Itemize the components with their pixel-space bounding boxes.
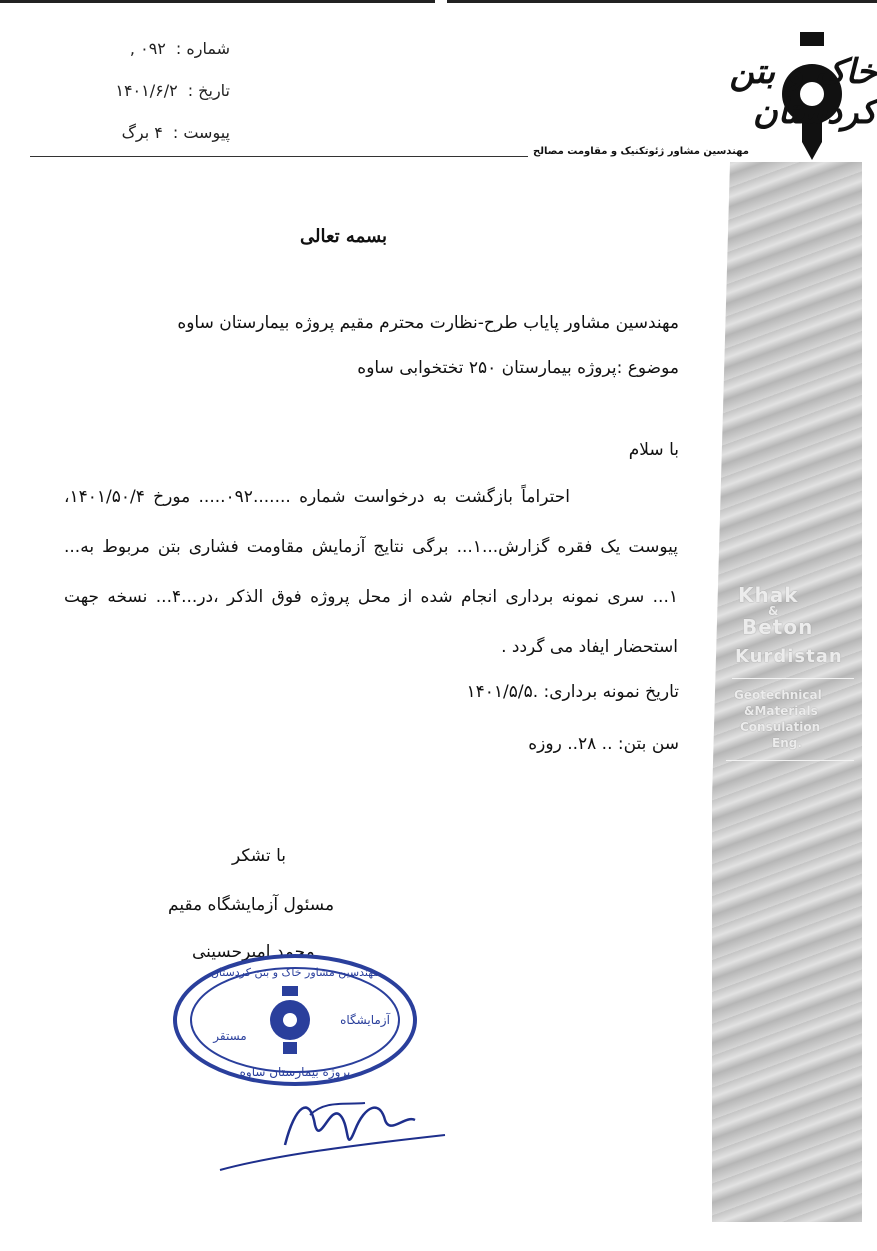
svg-text:آزمایشگاه: آزمایشگاه bbox=[340, 1013, 390, 1027]
number-value: ۰۹۲ , bbox=[129, 39, 166, 58]
strip-brand-line3: Kurdistan bbox=[735, 646, 843, 667]
strip-sub-line3: Consulation bbox=[740, 720, 821, 734]
strip-divider bbox=[732, 678, 854, 679]
attachment-label: پیوست : bbox=[172, 123, 230, 142]
svg-text:مستقر: مستقر bbox=[213, 1029, 247, 1043]
strip-brand-line2: Beton bbox=[742, 615, 814, 639]
svg-text:مهندسین مشاور خاک و بتن کردستا: مهندسین مشاور خاک و بتن کردستان bbox=[210, 966, 380, 979]
strip-brand-ampersand: & bbox=[768, 604, 779, 618]
meta-attachment-row bbox=[60, 112, 230, 154]
company-name: خاک و بتن کردستان bbox=[729, 52, 877, 132]
closing-thanks: با تشکر bbox=[232, 846, 286, 866]
attachment-value: ۴ برگ bbox=[121, 123, 163, 142]
letter-body: احتراماً بازگشت به درخواست شماره .......۰۹۲..... مورخ ۱۴۰۱/۵۰/۴، پیوست یک فقره گزارش...۱... برگی نتایج آزمایش مقاومت فشاری بتن مربوط به... ۱... سری نمونه برداری انجام شده از محل پروژه فوق الذکر ،در...۴... نسخه جهت استحضار ایفاد می گردد . bbox=[64, 487, 678, 657]
company-tagline: مهندسین مشاور ژئوتکنیک و مقاومت مصالح bbox=[533, 146, 749, 157]
number-label: شماره : bbox=[175, 39, 230, 58]
meta-date-row bbox=[60, 70, 230, 112]
handwritten-signature bbox=[215, 1085, 450, 1180]
strip-divider-2 bbox=[726, 760, 854, 761]
closing-name: محمد امیرحسینی bbox=[192, 942, 315, 962]
header-rule bbox=[30, 156, 528, 157]
recipient-line: مهندسین مشاور پایاب طرح-نظارت محترم مقیم پروژه بیمارستان ساوه bbox=[177, 313, 679, 333]
strip-sub-line2: &Materials bbox=[744, 704, 818, 718]
letter-meta bbox=[60, 28, 230, 154]
closing-role: مسئول آزمایشگاه مقیم bbox=[168, 895, 335, 915]
bismillah-heading: بسمه تعالی bbox=[300, 226, 388, 247]
meta-number-row bbox=[60, 28, 230, 70]
date-value: ۱۴۰۱/۶/۲ bbox=[115, 81, 178, 100]
concrete-age-line: سن بتن: .. ۲۸.. روزه bbox=[528, 734, 679, 754]
strip-sub-line4: Eng. bbox=[772, 736, 802, 750]
date-label: تاریخ : bbox=[187, 81, 230, 100]
official-stamp bbox=[170, 950, 420, 1090]
greeting-line: با سلام bbox=[628, 440, 679, 460]
sampling-date-line: تاریخ نمونه برداری: .۱۴۰۱/۵/۵ bbox=[466, 682, 679, 702]
strip-brand-line1: Khak bbox=[738, 583, 799, 607]
scan-top-edge-gap bbox=[435, 0, 447, 3]
subject-line: موضوع :پروژه بیمارستان ۲۵۰ تختخوابی ساوه bbox=[357, 358, 679, 378]
svg-text:پروژه بیمارستان ساوه: پروژه بیمارستان ساوه bbox=[239, 1065, 351, 1079]
strip-wedge bbox=[700, 162, 730, 1222]
strip-sub-line1: Geotechnical bbox=[734, 688, 822, 702]
